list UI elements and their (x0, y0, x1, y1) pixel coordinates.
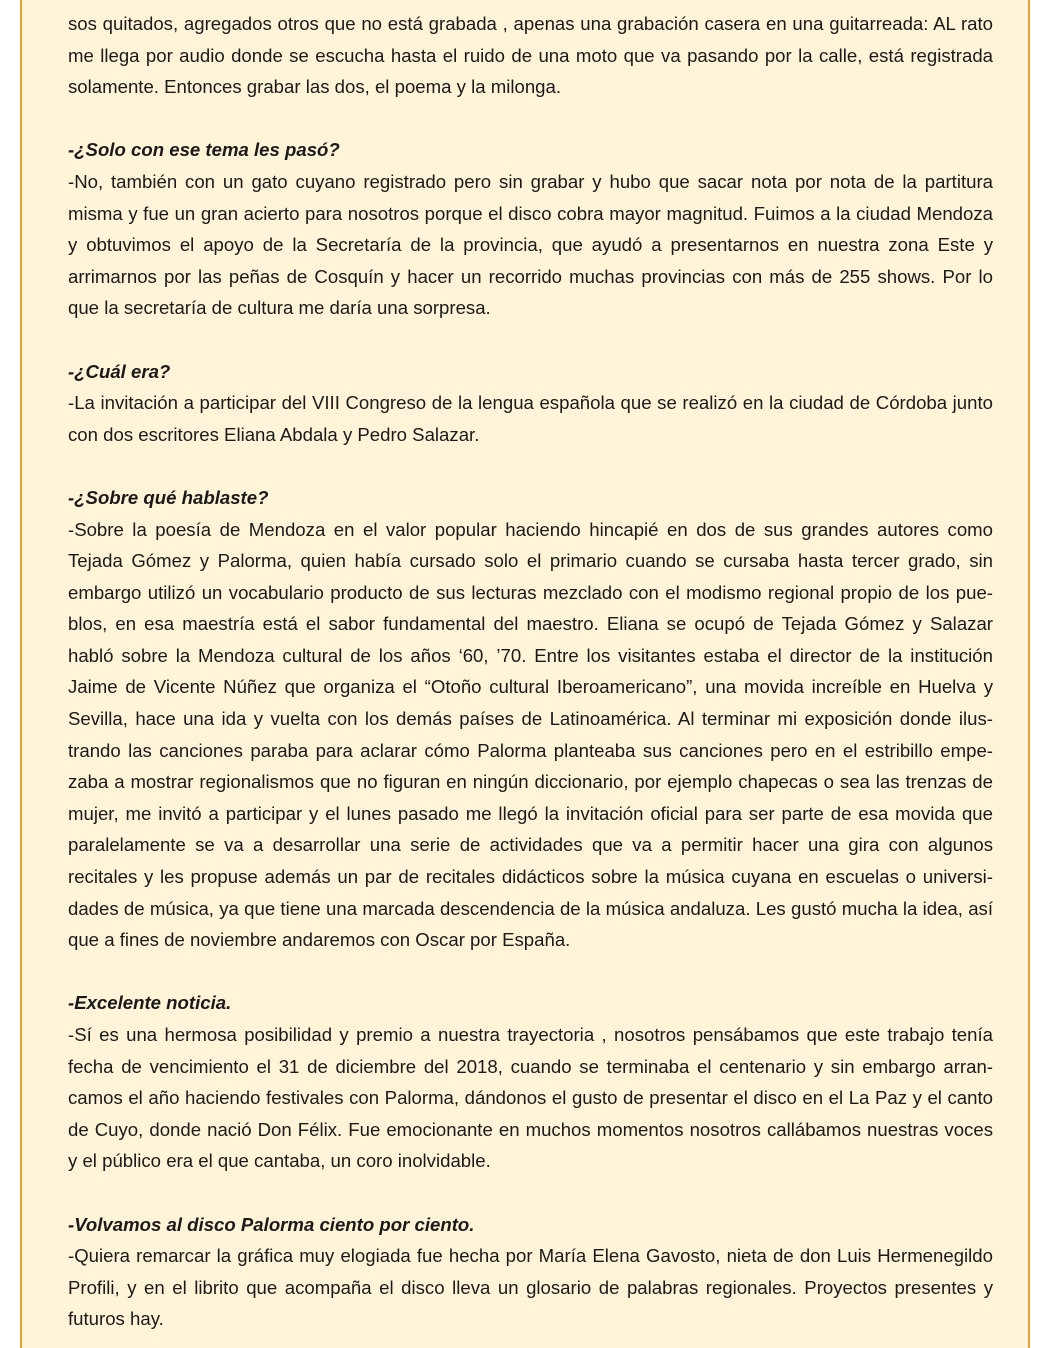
answer-paragraph: -Quiera remarcar la gráfica muy elogiada fue hecha por María Elena Gavosto, nieta de don Luis Hermenegildo Profili, y en el librito que acompaña el disco lleva un glosario de palabras regionales. Proyectos presentes y futuros hay. (68, 1245, 993, 1330)
question-heading: -¿Cuál era? (68, 360, 171, 382)
question-heading: -¿Solo con ese tema les pasó? (68, 139, 340, 161)
answer-paragraph: -No, también con un gato cuyano registrado pero sin grabar y hubo que sacar nota por nota de la partitura misma y fue un gran acierto para nosotros porque el disco cobra mayor magnitud. Fuimos a la ciudad Mendoza y obtuvimos el apoyo de la Secretaría de la provincia, que ayudó a presentarnos en nuestra zona Este y arrimarnos por las peñas de Cosquín y hacer un recorrido muchas provincias con más de 255 shows. Por lo que la secretaría de cultura me daría una sorpresa. (68, 170, 993, 319)
answer-paragraph: -La invitación a participar del VIII Congreso de la lengua española que se realizó en la ciudad de Córdoba junto con dos escritores Eliana Abdala y Pedro Salazar. (68, 392, 993, 445)
question-heading: -Volvamos al disco Palorma ciento por ciento. (68, 1213, 475, 1235)
answer-paragraph: -Sí es una hermosa posibilidad y premio a nuestra trayectoria , nosotros pensábamos que este trabajo tenía fecha de vencimiento el 31 de diciembre del 2018, cuando se terminaba el centenario y sin embargo arrancamos el año haciendo festivales con Palorma, dándonos el gusto de presentar el disco en el La Paz y el canto de Cuyo, donde nació Don Félix. Fue emocionante en muchos momentos nosotros callábamos nuestras voces y el público era el que cantaba, un coro inolvidable. (68, 1024, 993, 1172)
question-heading: -Excelente noticia. (68, 992, 232, 1014)
page (20, 0, 1030, 1348)
article-body (68, 8, 993, 1335)
answer-paragraph-intro: sos quitados, agregados otros que no está grabada , apenas una grabación casera en una guitarreada: AL rato me llega por audio donde se escucha hasta el ruido de una moto que va pasando por la calle, está registrada solamente. Entonces grabar las dos, el poema y la milonga. (68, 13, 993, 98)
question-heading: -¿Sobre qué hablaste? (68, 486, 269, 508)
answer-paragraph: -Sobre la poesía de Mendoza en el valor popular haciendo hincapié en dos de sus grandes autores como Tejada Gómez y Palorma, quien había cursado solo el primario cuando se cursaba hasta tercer grado, sin embargo utilizó un vocabulario producto de sus lecturas mezclado con el modismo regional propio de los pueblos, en esa maestría está el sabor fundamental del maestro. Eliana se ocupó de Tejada Gómez y Salazar habló sobre la Mendoza cultural de los años ‘60, ’70. Entre los visitantes estaba el director de la institución Jaime de Vicente Núñez que organiza el “Otoño cultural Iberoamericano”, una movida increíble en Huelva y Sevilla, hace una ida y vuelta con los demás países de Latinoamérica. Al terminar mi exposición donde ilustrando las canciones paraba para aclarar cómo Palorma planteaba sus canciones pero en el estribillo empezaba a mostrar regionalismos que no figuran en ningún diccionario, por ejemplo chapecas o sea las trenzas de mujer, me invitó a participar y el lunes pasado me llegó la invitación oficial para ser parte de esa movida que paralelamente se va a desarrollar una serie de actividades que va a permitir hacer una gira con algunos recitales y les propuse además un par de recitales didácticos sobre la música cuyana en escuelas o universidades de música, ya que tiene una marcada descendencia de la música andaluza. Les gustó mucha la idea, así que a fines de noviembre andaremos con Oscar por España. (68, 518, 993, 951)
